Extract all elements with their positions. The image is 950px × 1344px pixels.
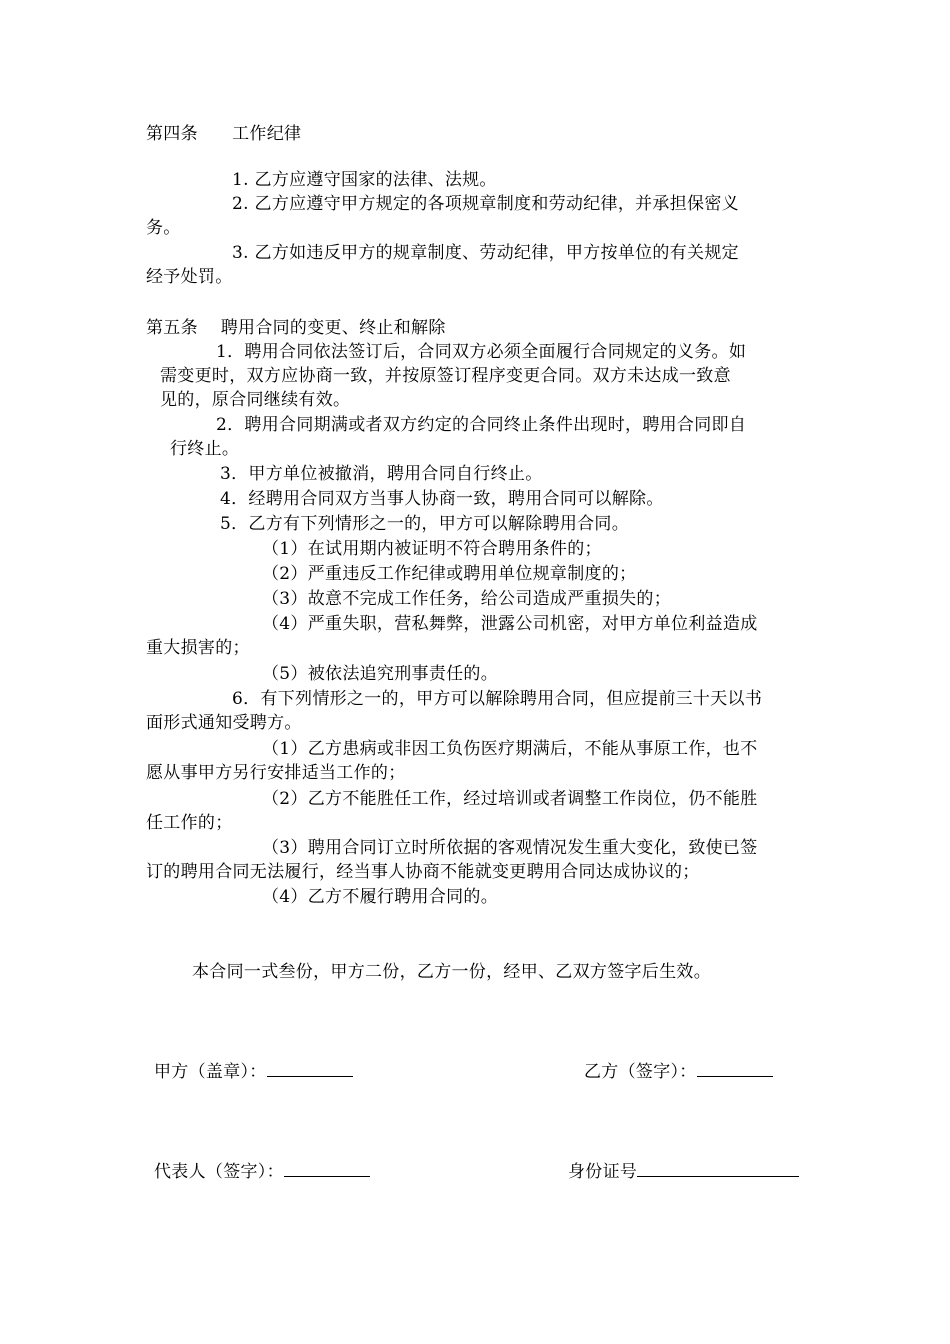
representative-signature: [154, 1160, 370, 1184]
party-b-label: 乙方（签字）：: [584, 1062, 697, 1082]
article-5-line: 任工作的；: [146, 813, 233, 833]
article-5-line: 3．甲方单位被撤消，聘用合同自行终止。: [220, 464, 543, 484]
id-number-field: [568, 1160, 799, 1184]
article-4-item-3-cont: 经予处罚。: [146, 267, 233, 287]
article-4-heading: 第四条 工作纪律: [146, 124, 302, 144]
article-5-heading: 第五条 聘用合同的变更、终止和解除: [146, 318, 446, 338]
article-5-line: （1）乙方患病或非因工负伤医疗期满后，不能从事原工作，也不: [262, 739, 758, 759]
article-5-line: （2）严重违反工作纪律或聘用单位规章制度的；: [262, 564, 637, 584]
article-5-line: （3）故意不完成工作任务，给公司造成严重损失的；: [262, 589, 672, 609]
article-5-line: （3）聘用合同订立时所依据的客观情况发生重大变化，致使已签: [262, 838, 758, 858]
party-b-signature: [584, 1060, 773, 1084]
article-5-line: （5）被依法追究刑事责任的。: [262, 664, 499, 684]
article-4-item-3: 3. 乙方如违反甲方的规章制度、劳动纪律，甲方按单位的有关规定: [232, 243, 739, 263]
article-5-line: 见的，原合同继续有效。: [160, 390, 351, 410]
article-5-line: 面形式通知受聘方。: [146, 713, 302, 733]
party-b-blank-line: [697, 1062, 773, 1077]
representative-blank-line: [284, 1162, 370, 1177]
article-5-line: 4．经聘用合同双方当事人协商一致，聘用合同可以解除。: [220, 489, 664, 509]
id-number-label: 身份证号: [568, 1162, 638, 1182]
closing-statement: 本合同一式叁份，甲方二份，乙方一份，经甲、乙双方签字后生效。: [192, 962, 711, 982]
article-5-line: （4）严重失职，营私舞弊，泄露公司机密，对甲方单位利益造成: [262, 614, 758, 634]
article-5-line: 5．乙方有下列情形之一的，甲方可以解除聘用合同。: [220, 514, 630, 534]
article-5-line: 订的聘用合同无法履行，经当事人协商不能就变更聘用合同达成协议的；: [146, 862, 700, 882]
id-number-blank-line: [637, 1162, 799, 1177]
article-5-line: （2）乙方不能胜任工作，经过培训或者调整工作岗位，仍不能胜: [262, 789, 758, 809]
article-4-item-1: 1. 乙方应遵守国家的法律、法规。: [232, 170, 497, 190]
article-5-line: 愿从事甲方另行安排适当工作的；: [146, 763, 406, 783]
article-5-line: 1．聘用合同依法签订后，合同双方必须全面履行合同规定的义务。如: [216, 342, 747, 362]
party-a-blank-line: [267, 1062, 353, 1077]
party-a-signature: [154, 1060, 353, 1084]
article-5-line: （1）在试用期内被证明不符合聘用条件的；: [262, 539, 602, 559]
article-5-line: 2．聘用合同期满或者双方约定的合同终止条件出现时，聘用合同即自: [216, 415, 747, 435]
representative-label: 代表人（签字）：: [154, 1162, 284, 1182]
article-4-item-2: 2. 乙方应遵守甲方规定的各项规章制度和劳动纪律，并承担保密义: [232, 194, 739, 214]
article-5-line: 行终止。: [170, 439, 240, 459]
article-5-line: 6．有下列情形之一的，甲方可以解除聘用合同，但应提前三十天以书: [232, 689, 763, 709]
article-5-line: 需变更时，双方应协商一致，并按原签订程序变更合同。双方未达成一致意: [160, 366, 731, 386]
party-a-label: 甲方（盖章）：: [154, 1062, 267, 1082]
article-5-line: （4）乙方不履行聘用合同的。: [262, 887, 499, 907]
article-4-item-2-cont: 务。: [146, 218, 181, 238]
article-5-line: 重大损害的；: [146, 638, 250, 658]
